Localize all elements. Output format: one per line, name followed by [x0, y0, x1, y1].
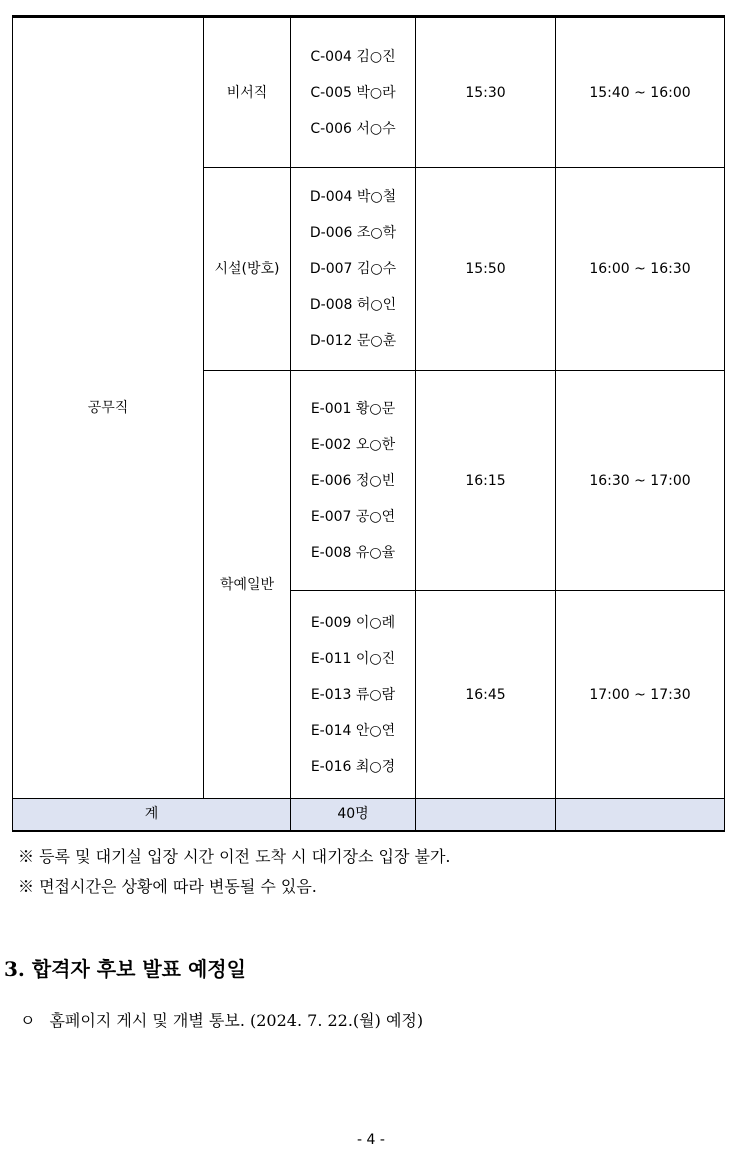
applicant: E-008 유○율	[310, 544, 396, 561]
applicant: E-016 최○경	[310, 758, 396, 775]
applicant: E-006 정○빈	[310, 472, 396, 489]
note-item: ※ 면접시간은 상황에 따라 변동될 수 있음.	[18, 877, 317, 896]
applicants-cell	[291, 168, 416, 371]
section-title: 3. 합격자 후보 발표 예정일	[4, 957, 246, 981]
applicants-cell	[291, 371, 416, 591]
applicant: E-009 이○례	[310, 614, 396, 631]
applicant: E-001 황○문	[310, 400, 396, 417]
interview-time-cell: 16:00 ~ 16:30	[556, 168, 725, 371]
applicant: C-005 박○라	[310, 84, 396, 101]
registration-time-cell: 15:50	[416, 168, 556, 371]
announcement-line	[20, 1008, 423, 1031]
applicant: E-011 이○진	[310, 650, 396, 667]
empty-cell	[556, 799, 725, 832]
empty-cell	[416, 799, 556, 832]
interview-schedule-table	[12, 15, 725, 832]
total-label: 계	[13, 799, 291, 832]
applicant: D-012 문○훈	[309, 333, 397, 349]
notes-list	[18, 842, 451, 902]
table-row	[13, 17, 725, 168]
note-item: ※ 등록 및 대기실 입장 시간 이전 도착 시 대기장소 입장 불가.	[18, 847, 451, 866]
interview-time-cell: 16:30 ~ 17:00	[556, 371, 725, 591]
applicants-cell	[291, 591, 416, 799]
applicant: E-013 류○람	[310, 686, 396, 703]
total-row	[13, 799, 725, 832]
applicant: C-006 서○수	[310, 120, 396, 137]
bullet-marker: ㅇ	[20, 1011, 36, 1030]
subcategory-cell: 학예일반	[204, 371, 291, 799]
applicant: D-004 박○철	[309, 189, 397, 205]
registration-time-cell: 15:30	[416, 17, 556, 168]
page-number: - 4 -	[357, 1132, 385, 1148]
registration-time-cell: 16:45	[416, 591, 556, 799]
applicant: D-006 조○학	[309, 225, 397, 241]
applicants-cell	[291, 17, 416, 168]
total-count: 40명	[291, 799, 416, 832]
applicant: E-007 공○연	[310, 508, 396, 525]
subcategory-cell: 시설(방호)	[204, 168, 291, 371]
interview-time-cell: 15:40 ~ 16:00	[556, 17, 725, 168]
applicant: D-007 김○수	[309, 261, 397, 277]
interview-time-cell: 17:00 ~ 17:30	[556, 591, 725, 799]
applicant: E-014 안○연	[310, 722, 396, 739]
announcement-text: 홈페이지 게시 및 개별 통보. (2024. 7. 22.(월) 예정)	[49, 1011, 424, 1030]
applicant: C-004 김○진	[310, 48, 396, 65]
category-cell: 공무직	[13, 17, 204, 799]
applicant: D-008 허○인	[309, 297, 397, 313]
subcategory-cell: 비서직	[204, 17, 291, 168]
registration-time-cell: 16:15	[416, 371, 556, 591]
applicant: E-002 오○한	[310, 436, 396, 453]
